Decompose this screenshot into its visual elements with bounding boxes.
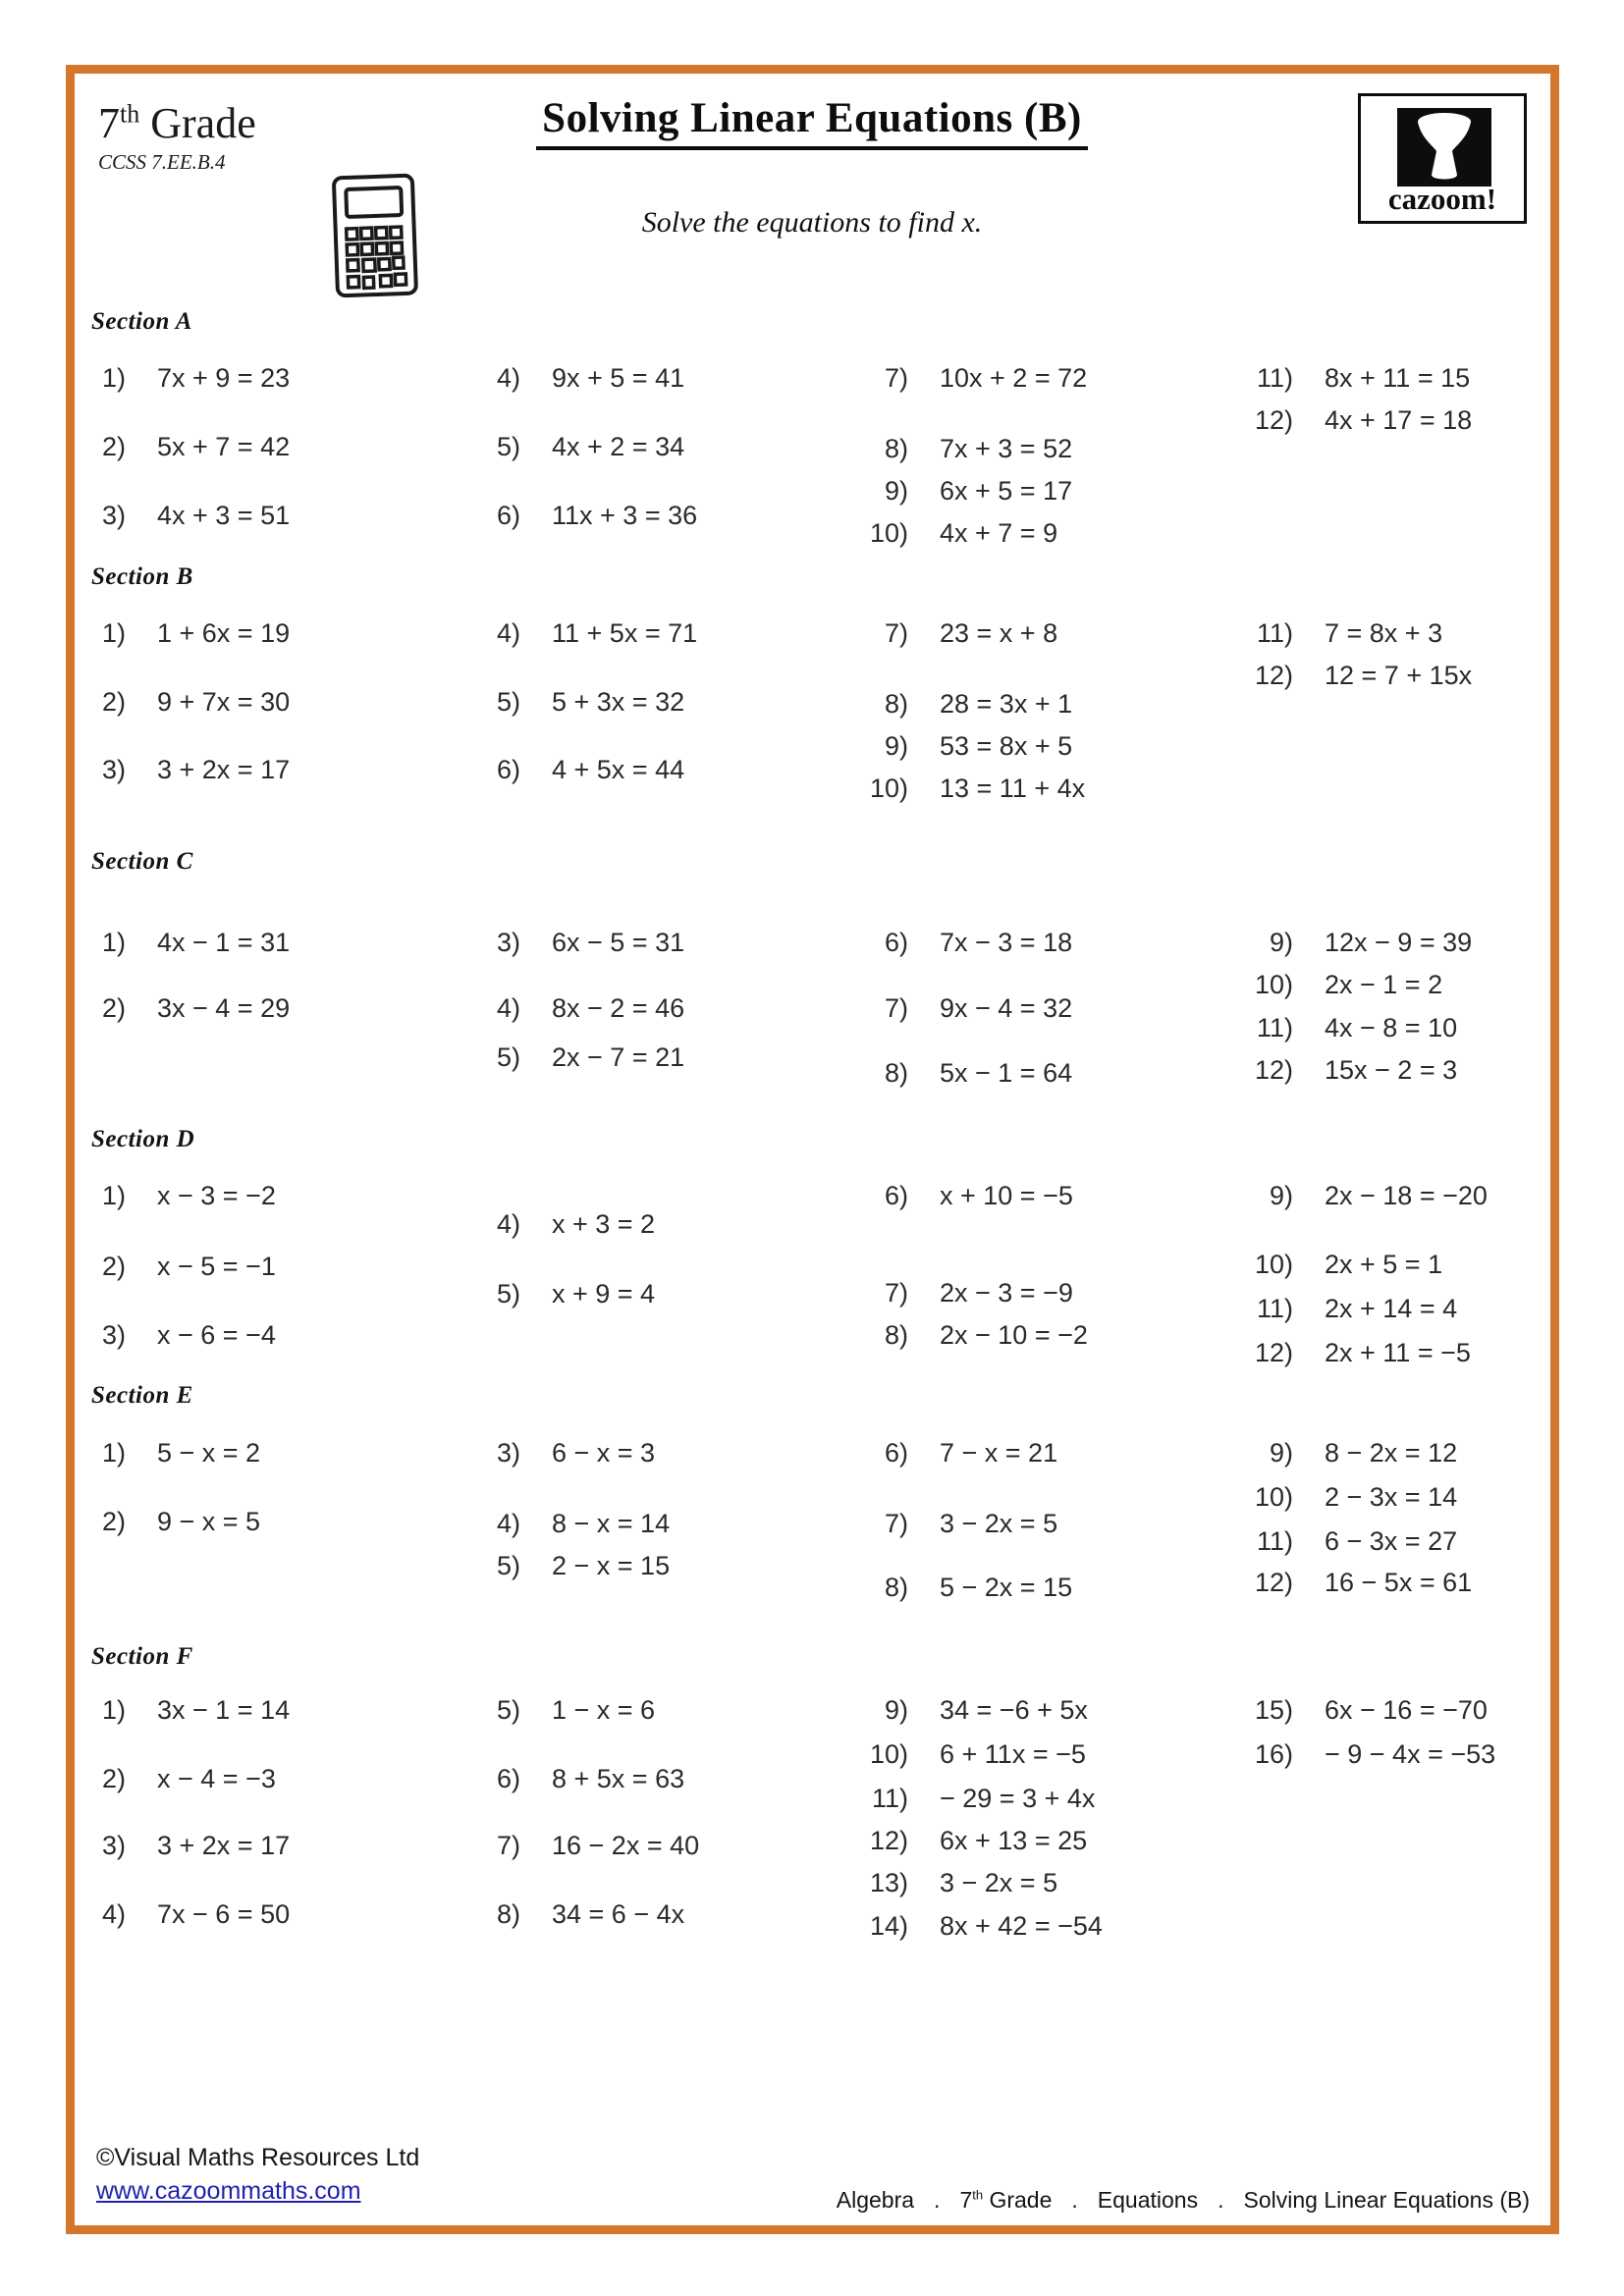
equation-item <box>75 1693 290 1727</box>
equation-text: 8 − x = 14 <box>552 1509 671 1538</box>
equation-item <box>469 1277 655 1310</box>
equation-item <box>75 753 290 786</box>
equation-text: 6x − 5 = 31 <box>552 928 685 957</box>
equation-item <box>469 926 684 959</box>
equation-number: 6) <box>884 928 908 957</box>
section-label: Section C <box>91 848 193 875</box>
equation-text: 5 − 2x = 15 <box>940 1573 1073 1602</box>
equation-item <box>1242 926 1472 959</box>
equation-number: 5) <box>496 1042 520 1072</box>
equation-text: 1 − x = 6 <box>552 1695 656 1725</box>
equation-item <box>469 1762 684 1795</box>
equation-item <box>1242 616 1442 650</box>
equation-number: 2) <box>101 687 126 717</box>
equation-item <box>1242 361 1470 395</box>
equation-item <box>1242 1011 1457 1044</box>
equation-text: 34 = −6 + 5x <box>940 1695 1088 1725</box>
equation-item <box>1242 1524 1457 1558</box>
equation-text: 2x + 11 = −5 <box>1325 1338 1471 1367</box>
equation-text: 3 − 2x = 5 <box>940 1868 1058 1897</box>
page-title: Solving Linear Equations (B) <box>536 94 1088 150</box>
equation-text: 6x + 5 = 17 <box>940 476 1073 506</box>
equation-number: 12) <box>1254 405 1293 435</box>
equation-text: 4x + 3 = 51 <box>157 501 291 530</box>
equation-item <box>75 991 290 1025</box>
equation-item <box>75 1250 276 1283</box>
equation-number: 2) <box>101 432 126 461</box>
equation-item <box>1242 1053 1457 1087</box>
equation-item <box>1242 1179 1488 1212</box>
equation-item <box>857 474 1072 507</box>
equation-number: 5) <box>496 1279 520 1308</box>
equation-number: 4) <box>496 993 520 1023</box>
equation-text: − 29 = 3 + 4x <box>940 1784 1096 1813</box>
equation-number: 1) <box>101 1181 126 1210</box>
equation-text: 8x + 42 = −54 <box>940 1911 1103 1941</box>
equation-item <box>1242 403 1472 437</box>
equation-number: 3) <box>101 501 126 530</box>
equation-item <box>469 1436 655 1469</box>
equation-text: 5 − x = 2 <box>157 1438 261 1468</box>
equation-number: 9) <box>1269 1181 1293 1210</box>
equation-text: 2x − 1 = 2 <box>1325 970 1443 999</box>
breadcrumb-separator: . <box>1218 2187 1224 2213</box>
equation-text: 34 = 6 − 4x <box>552 1899 685 1929</box>
equation-number: 2) <box>101 1764 126 1793</box>
equation-item <box>75 1897 290 1931</box>
equation-text: 5 + 3x = 32 <box>552 687 685 717</box>
equation-number: 3) <box>496 1438 520 1468</box>
equation-text: 7 = 8x + 3 <box>1325 618 1443 648</box>
equation-item <box>857 1866 1057 1899</box>
equation-text: 8x − 2 = 46 <box>552 993 685 1023</box>
equation-number: 9) <box>884 476 908 506</box>
equation-text: 6 − x = 3 <box>552 1438 656 1468</box>
equation-item <box>469 1507 670 1540</box>
equation-item <box>857 432 1072 465</box>
equation-number: 7) <box>884 993 908 1023</box>
equation-text: 4x + 17 = 18 <box>1325 405 1473 435</box>
equation-text: 28 = 3x + 1 <box>940 689 1073 719</box>
equation-text: 6x + 13 = 25 <box>940 1826 1088 1855</box>
equation-number: 3) <box>101 755 126 784</box>
equation-item <box>469 1207 655 1241</box>
equation-text: 2 − 3x = 14 <box>1325 1482 1458 1512</box>
equation-text: x + 10 = −5 <box>940 1181 1073 1210</box>
equation-text: 3 − 2x = 5 <box>940 1509 1058 1538</box>
equation-number: 10) <box>1254 1482 1293 1512</box>
equation-item <box>75 1436 260 1469</box>
section-label: Section D <box>91 1126 195 1152</box>
equation-text: 3x − 1 = 14 <box>157 1695 291 1725</box>
equation-item <box>1242 659 1472 692</box>
equation-number: 6) <box>884 1181 908 1210</box>
equation-text: 4x − 8 = 10 <box>1325 1013 1458 1042</box>
equation-text: 2x + 5 = 1 <box>1325 1250 1443 1279</box>
equation-item <box>469 430 684 463</box>
equation-item <box>1242 1336 1471 1369</box>
equation-text: 1 + 6x = 19 <box>157 618 291 648</box>
equation-number: 2) <box>101 1507 126 1536</box>
equation-text: 2x − 3 = −9 <box>940 1278 1073 1308</box>
equation-item <box>1242 1436 1457 1469</box>
equation-number: 7) <box>884 1509 908 1538</box>
equation-item <box>857 991 1072 1025</box>
equation-number: 1) <box>101 363 126 393</box>
equation-text: x − 5 = −1 <box>157 1252 276 1281</box>
section-label: Section E <box>91 1382 193 1409</box>
equation-number: 1) <box>101 1438 126 1468</box>
section-label: Section B <box>91 563 193 590</box>
equation-number: 8) <box>884 1058 908 1088</box>
equation-number: 5) <box>496 1695 520 1725</box>
equation-text: 4x + 2 = 34 <box>552 432 685 461</box>
equation-number: 11) <box>1256 1294 1293 1323</box>
ccss-standard: CCSS 7.EE.B.4 <box>98 150 226 174</box>
equation-text: 12 = 7 + 15x <box>1325 661 1473 690</box>
equation-number: 3) <box>101 1831 126 1860</box>
instructions: Solve the equations to find x. <box>641 206 983 239</box>
equation-number: 6) <box>496 501 520 530</box>
equation-text: 16 − 2x = 40 <box>552 1831 700 1860</box>
equation-item <box>857 1693 1088 1727</box>
equation-text: 9 − x = 5 <box>157 1507 261 1536</box>
breadcrumb-item: Equations <box>1097 2187 1199 2213</box>
equation-number: 4) <box>101 1899 126 1929</box>
equation-item <box>1242 1693 1488 1727</box>
section-label: Section F <box>91 1643 193 1670</box>
equation-item <box>857 1179 1073 1212</box>
equation-number: 7) <box>884 1278 908 1308</box>
equation-text: 5x + 7 = 42 <box>157 432 291 461</box>
equation-number: 7) <box>884 618 908 648</box>
equation-number: 5) <box>496 687 520 717</box>
equation-item <box>857 772 1085 805</box>
breadcrumb-item: Solving Linear Equations (B) <box>1243 2187 1530 2213</box>
equation-text: 23 = x + 8 <box>940 618 1058 648</box>
equation-item <box>75 685 290 719</box>
equation-number: 2) <box>101 993 126 1023</box>
equation-number: 6) <box>884 1438 908 1468</box>
equation-number: 8) <box>884 689 908 719</box>
equation-number: 16) <box>1254 1739 1293 1769</box>
equation-item <box>857 729 1072 763</box>
equation-text: 6x − 16 = −70 <box>1325 1695 1488 1725</box>
equation-number: 1) <box>101 618 126 648</box>
equation-item <box>469 1829 699 1862</box>
equation-text: x − 3 = −2 <box>157 1181 276 1210</box>
equation-text: 11x + 3 = 36 <box>552 501 698 530</box>
equation-text: 9 + 7x = 30 <box>157 687 291 717</box>
equation-item <box>75 1762 276 1795</box>
equation-number: 11) <box>1256 1013 1293 1042</box>
equation-text: 3 + 2x = 17 <box>157 755 291 784</box>
equation-item <box>857 516 1057 550</box>
equation-number: 11) <box>1256 363 1293 393</box>
equation-number: 4) <box>496 618 520 648</box>
equation-text: 15x − 2 = 3 <box>1325 1055 1458 1085</box>
equation-text: 53 = 8x + 5 <box>940 731 1073 761</box>
equation-text: 2x − 10 = −2 <box>940 1320 1088 1350</box>
equation-item <box>75 926 290 959</box>
equation-number: 7) <box>884 363 908 393</box>
equation-item <box>857 1056 1072 1090</box>
equation-number: 11) <box>871 1784 908 1813</box>
equation-item <box>1242 968 1442 1001</box>
equation-item <box>469 499 697 532</box>
equation-item <box>75 361 290 395</box>
calculator-icon <box>330 172 421 305</box>
copyright-text: ©Visual Maths Resources Ltd <box>96 2144 420 2171</box>
equation-item <box>1242 1566 1472 1599</box>
equation-text: 4x − 1 = 31 <box>157 928 291 957</box>
equation-number: 4) <box>496 1509 520 1538</box>
equation-text: x + 9 = 4 <box>552 1279 656 1308</box>
breadcrumb-item: Algebra <box>836 2187 915 2213</box>
equation-item <box>75 1179 276 1212</box>
equation-item <box>857 1909 1103 1943</box>
equation-number: 9) <box>884 731 908 761</box>
equation-text: 3 + 2x = 17 <box>157 1831 291 1860</box>
equation-text: 7 − x = 21 <box>940 1438 1058 1468</box>
equation-number: 10) <box>869 518 908 548</box>
equation-text: 12x − 9 = 39 <box>1325 928 1473 957</box>
equation-item <box>857 1276 1073 1309</box>
equation-text: 7x − 3 = 18 <box>940 928 1073 957</box>
equation-item <box>1242 1737 1495 1771</box>
equation-number: 5) <box>496 432 520 461</box>
equation-number: 7) <box>496 1831 520 1860</box>
equation-text: 5x − 1 = 64 <box>940 1058 1073 1088</box>
equation-number: 11) <box>1256 618 1293 648</box>
equation-text: 6 − 3x = 27 <box>1325 1526 1458 1556</box>
equation-number: 13) <box>869 1868 908 1897</box>
equation-number: 4) <box>496 1209 520 1239</box>
equation-text: x − 4 = −3 <box>157 1764 276 1793</box>
equation-text: 13 = 11 + 4x <box>940 774 1086 803</box>
equation-number: 12) <box>1254 1568 1293 1597</box>
equation-number: 8) <box>884 1573 908 1602</box>
equation-item <box>469 991 684 1025</box>
equation-item <box>857 1318 1088 1352</box>
equation-item <box>469 1549 670 1582</box>
equation-number: 8) <box>884 434 908 463</box>
equation-number: 10) <box>869 774 908 803</box>
equation-number: 1) <box>101 1695 126 1725</box>
equation-item <box>75 499 290 532</box>
equation-text: 2x + 14 = 4 <box>1325 1294 1458 1323</box>
equation-number: 9) <box>1269 1438 1293 1468</box>
equation-number: 12) <box>1254 661 1293 690</box>
equation-text: 11 + 5x = 71 <box>552 618 698 648</box>
equation-number: 6) <box>496 755 520 784</box>
equation-item <box>857 926 1072 959</box>
equation-number: 8) <box>884 1320 908 1350</box>
breadcrumb-separator: . <box>934 2187 941 2213</box>
equation-text: 9x − 4 = 32 <box>940 993 1073 1023</box>
equation-item <box>469 616 697 650</box>
equation-number: 9) <box>1269 928 1293 957</box>
equation-item <box>857 361 1087 395</box>
equation-text: 2x − 7 = 21 <box>552 1042 685 1072</box>
equation-text: 7x + 9 = 23 <box>157 363 291 393</box>
equation-item <box>857 616 1057 650</box>
equation-text: x + 3 = 2 <box>552 1209 656 1239</box>
equation-item <box>469 361 684 395</box>
equation-text: 6 + 11x = −5 <box>940 1739 1086 1769</box>
equation-number: 15) <box>1254 1695 1293 1725</box>
equation-number: 8) <box>496 1899 520 1929</box>
equation-text: 7x − 6 = 50 <box>157 1899 291 1929</box>
breadcrumb-separator: . <box>1071 2187 1078 2213</box>
djembe-drum-icon <box>1397 108 1491 187</box>
equation-number: 10) <box>1254 970 1293 999</box>
grade-word: Grade <box>139 99 256 147</box>
equation-text: 4x + 7 = 9 <box>940 518 1058 548</box>
equation-item <box>469 1041 684 1074</box>
equation-item <box>857 687 1072 721</box>
equation-number: 3) <box>101 1320 126 1350</box>
equation-item <box>857 1737 1086 1771</box>
equation-text: 3x − 4 = 29 <box>157 993 291 1023</box>
breadcrumb <box>837 2187 1530 2214</box>
equation-number: 10) <box>1254 1250 1293 1279</box>
breadcrumb-item: 7th Grade <box>959 2187 1053 2213</box>
equation-text: x − 6 = −4 <box>157 1320 276 1350</box>
equation-text: 7x + 3 = 52 <box>940 434 1073 463</box>
equation-item <box>857 1571 1072 1604</box>
grade-suffix: th <box>120 99 140 129</box>
equation-item <box>75 1829 290 1862</box>
equation-text: 10x + 2 = 72 <box>940 363 1088 393</box>
equation-item <box>469 753 684 786</box>
equation-item <box>75 1318 276 1352</box>
cazoom-logo <box>1358 93 1527 224</box>
equation-text: 2 − x = 15 <box>552 1551 671 1580</box>
equation-item <box>1242 1480 1457 1514</box>
equation-number: 6) <box>496 1764 520 1793</box>
equation-item <box>1242 1292 1457 1325</box>
equation-number: 11) <box>1256 1526 1293 1556</box>
section-label: Section A <box>91 308 192 335</box>
equation-text: − 9 − 4x = −53 <box>1325 1739 1496 1769</box>
equation-text: 8 + 5x = 63 <box>552 1764 685 1793</box>
equation-text: 9x + 5 = 41 <box>552 363 685 393</box>
logo-wordmark: cazoom! <box>1387 182 1497 216</box>
equation-text: 2x − 18 = −20 <box>1325 1181 1488 1210</box>
equation-text: 8 − 2x = 12 <box>1325 1438 1458 1468</box>
equation-item <box>857 1782 1095 1815</box>
equation-text: 16 − 5x = 61 <box>1325 1568 1473 1597</box>
equation-item <box>857 1436 1057 1469</box>
equation-item <box>469 1693 655 1727</box>
equation-number: 14) <box>869 1911 908 1941</box>
equation-item <box>857 1824 1087 1857</box>
website-link[interactable]: www.cazoommaths.com <box>96 2177 361 2205</box>
equation-number: 5) <box>496 1551 520 1580</box>
equation-number: 12) <box>869 1826 908 1855</box>
equation-number: 10) <box>869 1739 908 1769</box>
equation-number: 1) <box>101 928 126 957</box>
equation-item <box>469 685 684 719</box>
equation-item <box>75 616 290 650</box>
equation-number: 12) <box>1254 1055 1293 1085</box>
equation-number: 4) <box>496 363 520 393</box>
equation-number: 3) <box>496 928 520 957</box>
equation-item <box>1242 1248 1442 1281</box>
equation-number: 12) <box>1254 1338 1293 1367</box>
equation-item <box>75 430 290 463</box>
equation-number: 2) <box>101 1252 126 1281</box>
equation-item <box>75 1505 260 1538</box>
equation-item <box>469 1897 684 1931</box>
equation-item <box>857 1507 1057 1540</box>
equation-text: 4 + 5x = 44 <box>552 755 685 784</box>
grade-number: 7 <box>98 99 120 147</box>
equation-number: 9) <box>884 1695 908 1725</box>
equation-text: 8x + 11 = 15 <box>1325 363 1471 393</box>
